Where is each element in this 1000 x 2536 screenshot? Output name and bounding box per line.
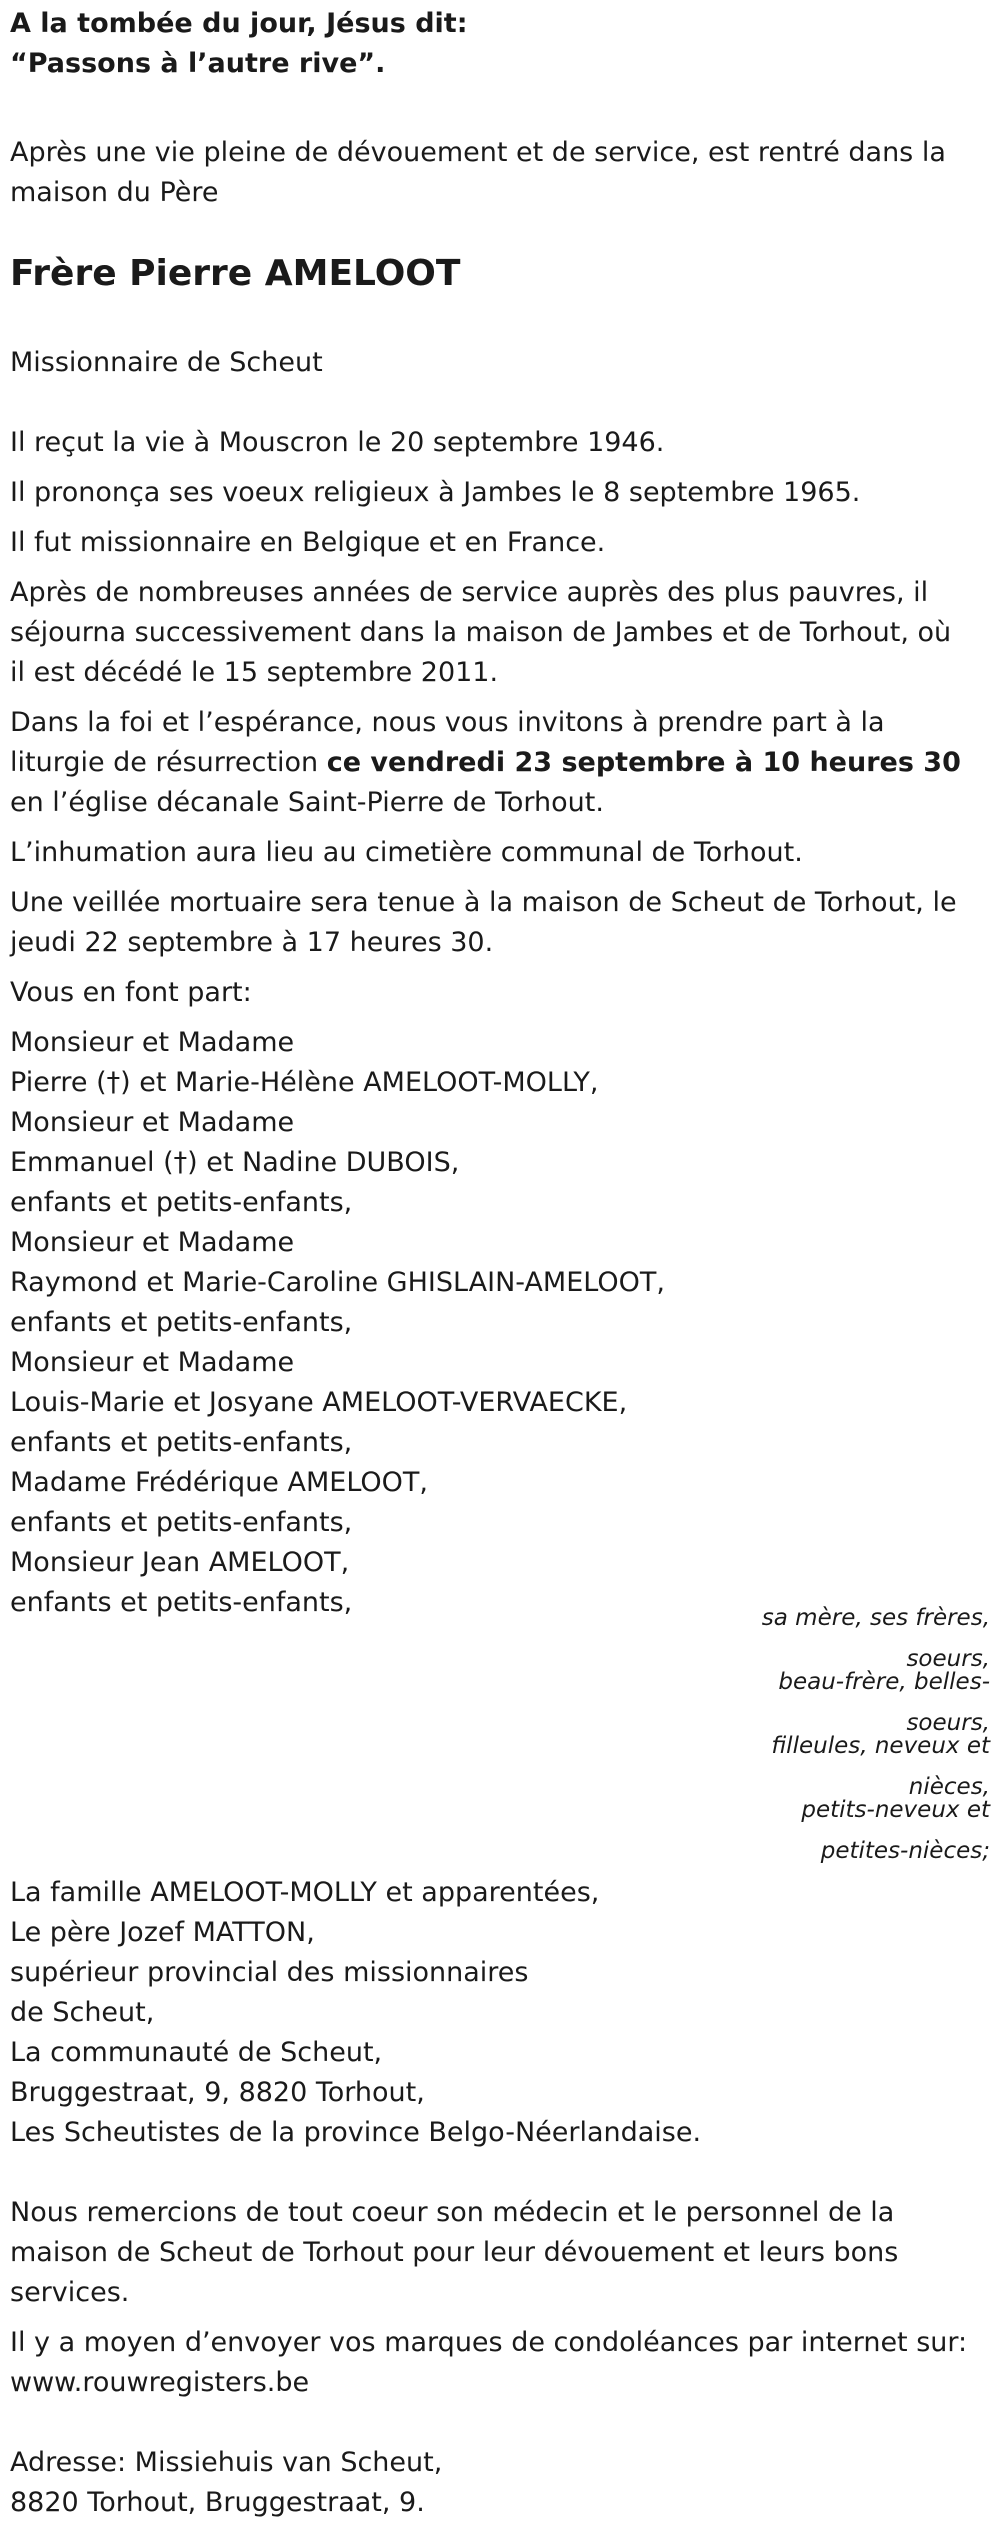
address-line-1: Adresse: Missiehuis van Scheut,: [10, 2447, 443, 2478]
community-line: de Scheut,: [10, 1997, 155, 2028]
family-list: [10, 1023, 970, 1623]
intro-line-2: “Passons à l’autre rive”.: [10, 48, 386, 79]
family-line: Monsieur Jean AMELOOT,: [10, 1547, 350, 1578]
condolences-block: [10, 2323, 970, 2403]
family-line: Monsieur et Madame: [10, 1107, 295, 1138]
relation-line: nièces,: [908, 1774, 990, 1800]
relation-line: petits-neveux et: [801, 1797, 990, 1823]
death-fact: Après de nombreuses années de service auprès des plus pauvres, il séjourna successivement dans la maison de Jambes et de Torhout, où il est décédé le 15 septembre 2011.: [10, 577, 952, 688]
family-line: enfants et petits-enfants,: [10, 1427, 353, 1458]
community-line: Les Scheutistes de la province Belgo-Néerlandaise.: [10, 2117, 702, 2148]
relation-line: petites-nièces;: [820, 1838, 990, 1864]
deceased-title: Missionnaire de Scheut: [10, 347, 323, 378]
family-line: enfants et petits-enfants,: [10, 1507, 353, 1538]
liturgy-before: Dans la foi et l’espérance, nous vous invitons à prendre part à la liturgie de résurrection: [10, 707, 885, 778]
mission-fact: Il fut missionnaire en Belgique et en France.: [10, 527, 606, 558]
intro-line-1: A la tombée du jour, Jésus dit:: [10, 8, 468, 39]
family-line: Raymond et Marie-Caroline GHISLAIN-AMELOOT,: [10, 1267, 665, 1298]
lead-text: Après une vie pleine de dévouement et de service, est rentré dans la maison du Père: [10, 137, 946, 208]
vigil-text: Une veillée mortuaire sera tenue à la maison de Scheut de Torhout, le jeudi 22 septembre à 17 heures 30.: [10, 887, 957, 958]
family-line: Monsieur et Madame: [10, 1027, 295, 1058]
community-line: La communauté de Scheut,: [10, 2037, 383, 2068]
family-line: Monsieur et Madame: [10, 1227, 295, 1258]
liturgy-text: [10, 703, 970, 823]
thanks-text: Nous remercions de tout coeur son médecin et le personnel de la maison de Scheut de Torhout pour leur dévouement et leurs bons services.: [10, 2197, 899, 2308]
condolences-text: Il y a moyen d’envoyer vos marques de condoléances par internet sur:: [10, 2327, 968, 2358]
relation-line: filleules, neveux et: [771, 1733, 990, 1759]
community-line: Le père Jozef MATTON,: [10, 1917, 315, 1948]
community-line: supérieur provincial des missionnaires: [10, 1957, 529, 1988]
birth-fact: Il reçut la vie à Mouscron le 20 septembre 1946.: [10, 427, 665, 458]
condolences-link[interactable]: www.rouwregisters.be: [10, 2367, 310, 2398]
vows-fact: Il prononça ses voeux religieux à Jambes le 8 septembre 1965.: [10, 477, 861, 508]
liturgy-after: en l’église décanale Saint-Pierre de Torhout.: [10, 787, 604, 818]
community-list: [10, 1873, 970, 2153]
family-line: enfants et petits-enfants,: [10, 1187, 353, 1218]
burial-text: L’inhumation aura lieu au cimetière communal de Torhout.: [10, 837, 803, 868]
family-line: Pierre (†) et Marie-Hélène AMELOOT-MOLLY,: [10, 1067, 599, 1098]
relation-line: beau-frère, belles-: [778, 1669, 990, 1695]
liturgy-date: ce vendredi 23 septembre à 10 heures 30: [326, 747, 961, 778]
relation-line: sa mère, ses frères,: [761, 1605, 990, 1631]
family-line: enfants et petits-enfants,: [10, 1587, 353, 1618]
family-line: Louis-Marie et Josyane AMELOOT-VERVAECKE,: [10, 1387, 628, 1418]
address-block: [10, 2443, 970, 2523]
relations-list: [730, 1603, 990, 1867]
family-line: enfants et petits-enfants,: [10, 1307, 353, 1338]
family-line: Emmanuel (†) et Nadine DUBOIS,: [10, 1147, 460, 1178]
family-line: Monsieur et Madame: [10, 1347, 295, 1378]
family-line: Madame Frédérique AMELOOT,: [10, 1467, 428, 1498]
relation-line: soeurs,: [906, 1646, 990, 1672]
relation-line: soeurs,: [906, 1710, 990, 1736]
intro-quote: [10, 4, 970, 84]
deceased-name: Frère Pierre AMELOOT: [10, 253, 461, 294]
community-line: Bruggestraat, 9, 8820 Torhout,: [10, 2077, 425, 2108]
address-line-2: 8820 Torhout, Bruggestraat, 9.: [10, 2487, 425, 2518]
announce-text: Vous en font part:: [10, 977, 252, 1008]
community-line: La famille AMELOOT-MOLLY et apparentées,: [10, 1877, 600, 1908]
